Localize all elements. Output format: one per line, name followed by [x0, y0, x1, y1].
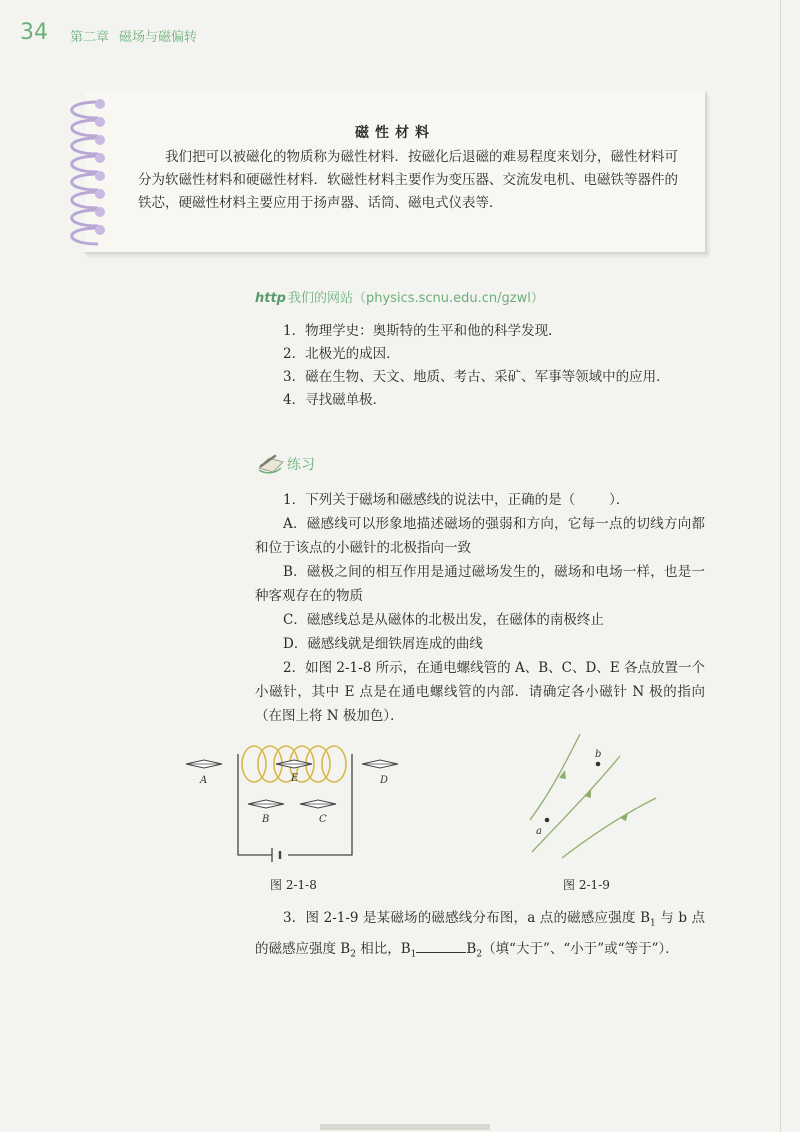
- q1-text-end: ）．: [609, 492, 630, 508]
- label-b-point: b: [595, 749, 602, 760]
- chapter-title: [70, 26, 207, 45]
- figure-2-1-9: [522, 730, 662, 870]
- label-d: D: [380, 775, 389, 786]
- q3-part: 3．图 2-1-9 是某磁场的磁感线分布图，a 点的磁感应强度 B: [283, 910, 650, 926]
- q3-sub: 1: [650, 918, 656, 929]
- figure-2-1-8: [180, 740, 420, 875]
- question-3-text: [255, 906, 705, 967]
- exercise-title: 练习: [287, 457, 315, 473]
- page-number: 34: [20, 20, 48, 45]
- page-edge: [780, 0, 781, 1132]
- http-icon: http: [255, 291, 286, 306]
- caption-2-1-8: 图 2-1-8: [270, 878, 317, 892]
- q3-part: 与 b 点的磁感应强度 B: [255, 910, 705, 957]
- question-2: 2．如图 2-1-8 所示，在通电螺线管的 A、B、C、D、E 各点放置一个小磁针，其中 E 点是在通电螺线管的内部．请确定各小磁针 N 极的指向（在图上将 N 极加色）．: [255, 660, 705, 724]
- box-title: 磁性材料: [355, 125, 435, 141]
- question-3: [255, 906, 705, 967]
- pen-notebook-icon: [255, 452, 285, 476]
- bottom-edge-mark: [320, 1124, 490, 1130]
- label-b: B: [262, 814, 270, 825]
- label-a: A: [200, 775, 208, 786]
- website-label: 我们的网站（physics.scnu.edu.cn/gzwl）: [288, 291, 544, 306]
- exercise-heading: [255, 452, 315, 478]
- topic-list: [255, 320, 705, 412]
- chapter-number: 第二章: [70, 30, 110, 45]
- topic-item: 2．北极光的成因．: [283, 346, 400, 362]
- q1-text: 1．下列关于磁场和磁感线的说法中，正确的是（: [283, 492, 576, 508]
- q3-sub: 2: [350, 949, 356, 960]
- topic-item: 3．磁在生物、天文、地质、考古、采矿、军事等领域中的应用．: [283, 369, 670, 385]
- label-a-point: a: [536, 826, 542, 837]
- exercise-questions: [255, 488, 705, 728]
- topic-item: 1．物理学史：奥斯特的生平和他的科学发现．: [283, 323, 562, 339]
- option-c: C．磁感线总是从磁体的北极出发，在磁体的南极终止: [283, 612, 604, 628]
- spiral-binding-icon: [58, 92, 118, 252]
- caption-2-1-9: 图 2-1-9: [563, 878, 610, 892]
- topic-item: 4．寻找磁单极．: [283, 392, 387, 408]
- option-d: D．磁感线就是细铁屑连成的曲线: [283, 636, 483, 652]
- point-a: [545, 818, 550, 823]
- chapter-name: 磁场与磁偏转: [119, 30, 198, 45]
- label-c: C: [319, 814, 327, 825]
- q3-part: （填“大于”、“小于”或“等于”）．: [482, 940, 679, 957]
- q3-sub: 1: [410, 949, 417, 960]
- point-b: [596, 762, 601, 767]
- q3-part: B: [466, 940, 477, 957]
- fill-blank[interactable]: [416, 938, 466, 953]
- option-a: A．磁感线可以形象地描述磁场的强弱和方向，它每一点的切线方向都和位于该点的小磁针的北极指向一致: [255, 516, 705, 556]
- question-1-stem: [255, 488, 705, 512]
- website-link[interactable]: [255, 287, 544, 306]
- option-b: B．磁极之间的相互作用是通过磁场发生的，磁场和电场一样，也是一种客观存在的物质: [255, 564, 705, 604]
- q3-sub: 2: [476, 949, 483, 960]
- box-text: 我们把可以被磁化的物质称为磁性材料．按磁化后退磁的难易程度来划分，磁性材料可分为软磁性材料和硬磁性材料．软磁性材料主要作为变压器、交流发电机、电磁铁等器件的铁芯，硬磁性材料主要应用于扬声器、话筒、磁电式仪表等．: [138, 149, 678, 211]
- magnetic-material-box: [85, 92, 707, 254]
- label-e: E: [291, 773, 299, 784]
- q3-part: 相比，B: [355, 940, 411, 957]
